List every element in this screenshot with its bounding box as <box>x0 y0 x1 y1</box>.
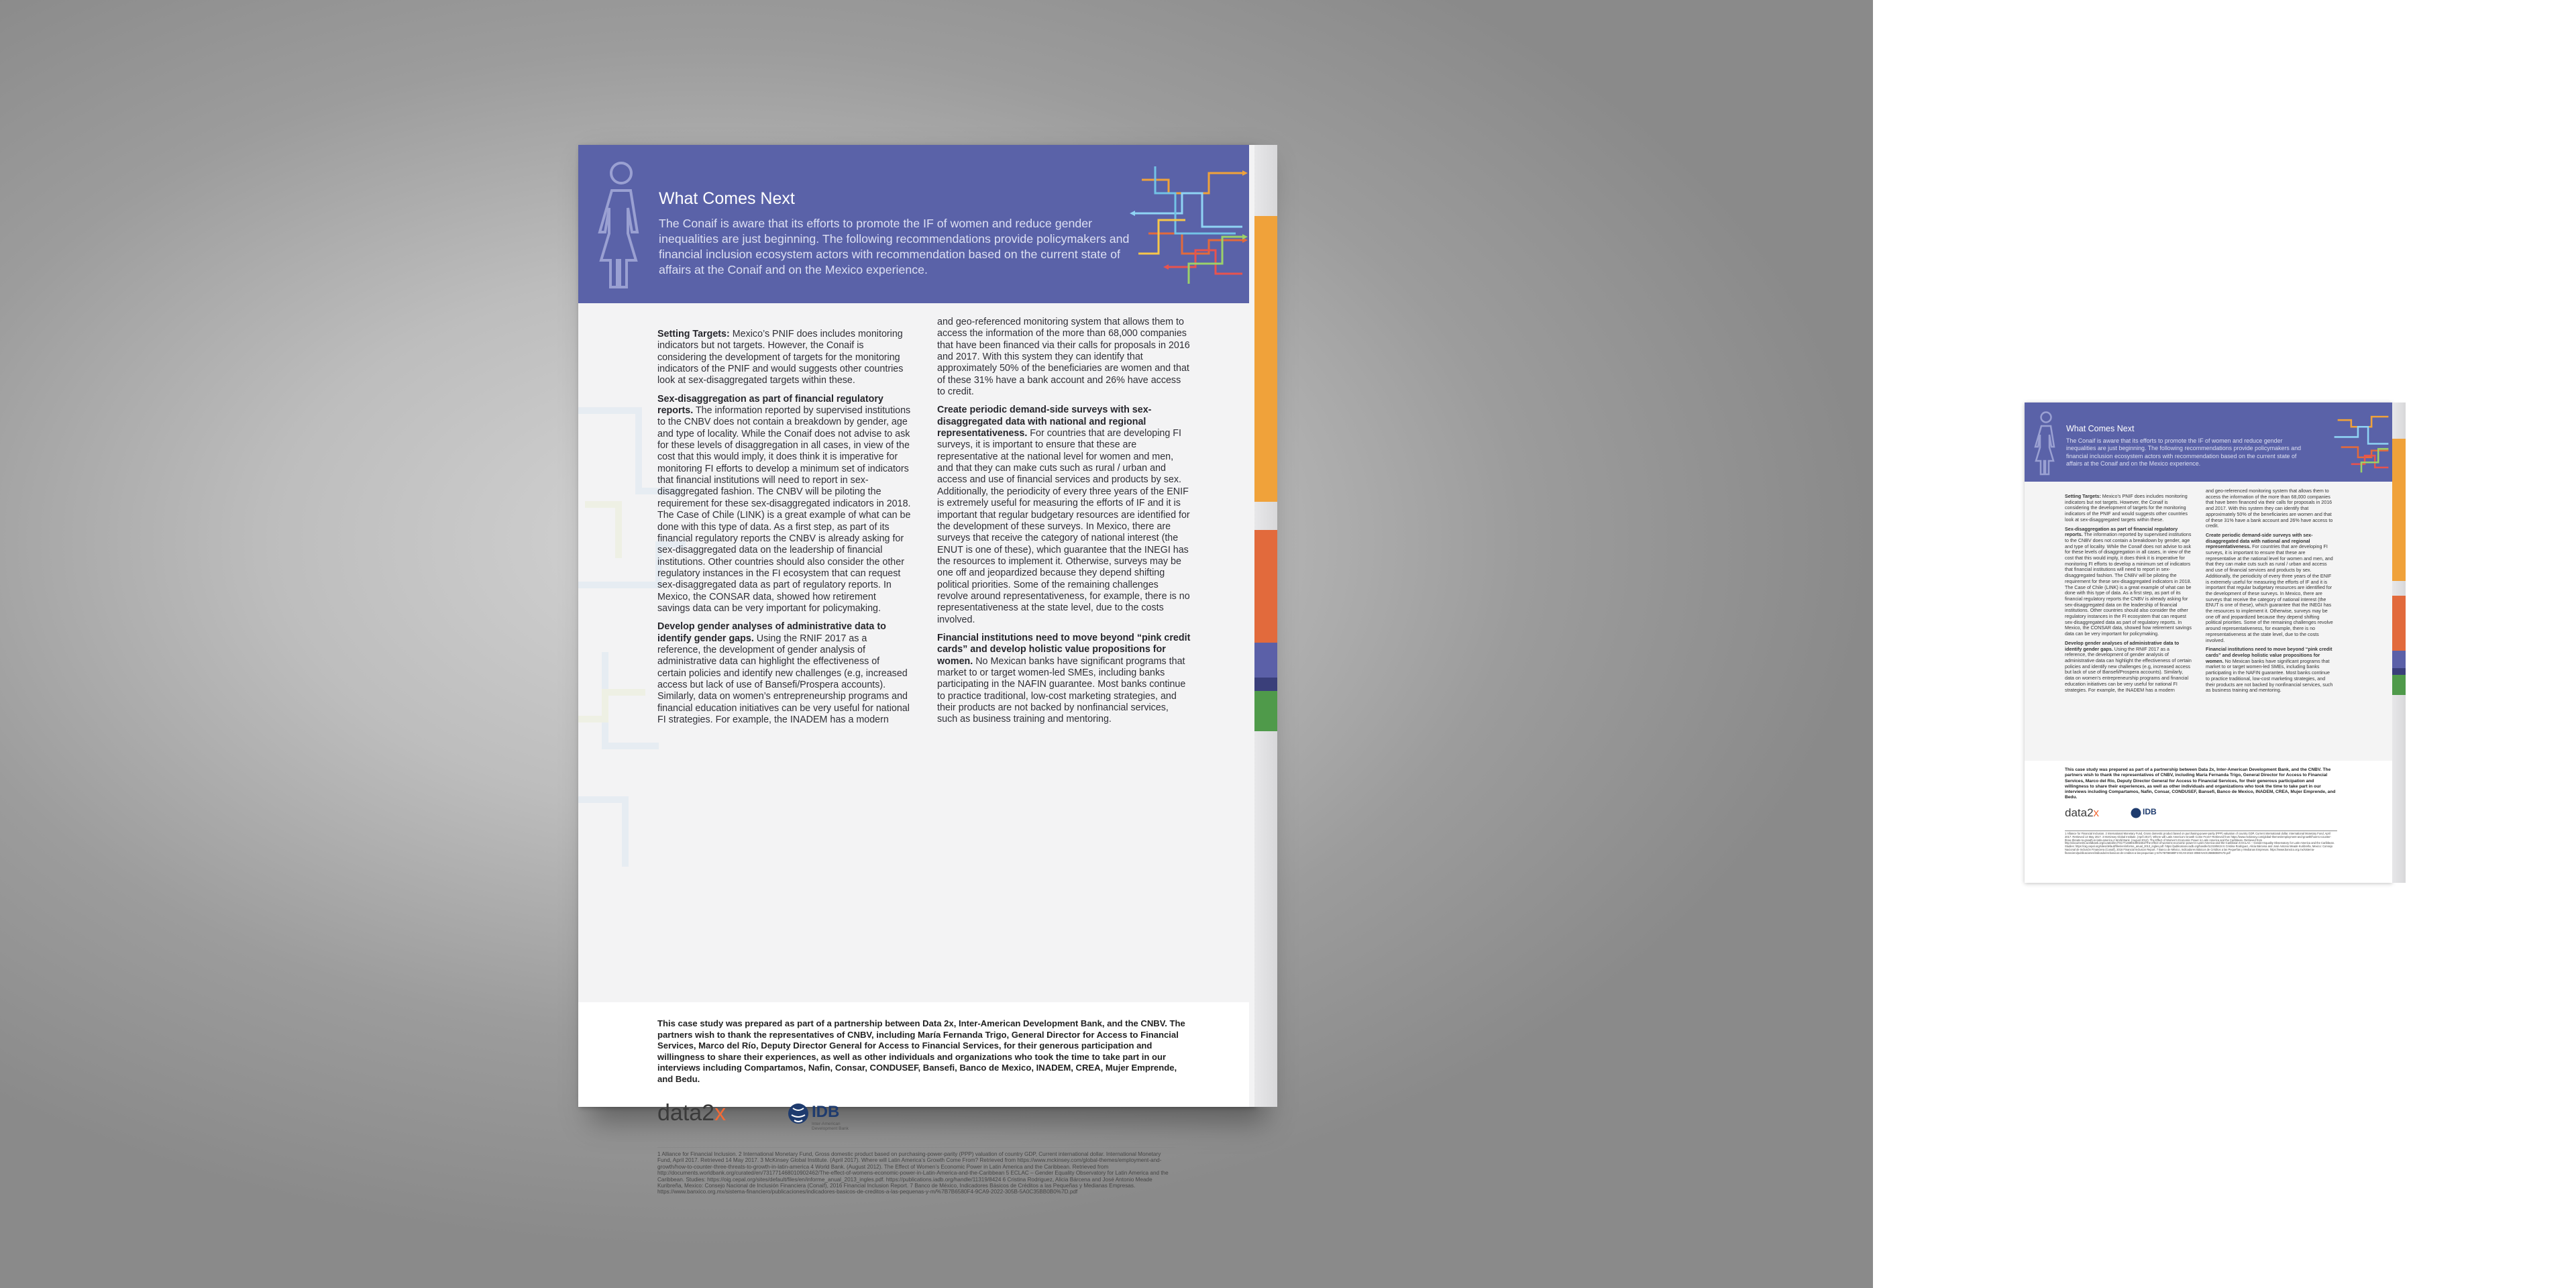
text-column-left <box>657 329 911 733</box>
thumb-sheet <box>2025 402 2392 883</box>
paragraph-surveys: Create periodic demand-side surveys with sex-disaggregated data with national and regional representativeness. For countries that are developing FI surveys, it is important to ensure that these are representative at the national level for women and men, and that they can make cuts such as rural / urban and access and use of financial services and products by sex. Additionally, the periodicity of every three years of the ENIF is extremely useful for measuring the efforts of IF and it is important that regular budgetary resources are identified for the development of these surveys. In Mexico, there are surveys that receive the category of national interest (the ENUT is one of these), which guarantee that the INEGI has the resources to implement it. Otherwise, surveys may be one off and jeopardized because they depend shifting political priorities. Some of the remaining challenges revolve around representativeness, for example, there is no representativeness at the state level, due to the costs involved. <box>937 405 1190 625</box>
footnote-divider <box>657 1147 1175 1148</box>
thumb-paragraph: and geo-referenced monitoring system that allows them to access the information of the more than 68,000 companies that have been financed via their calls for proposals in 2016 and 2017. With this system they can identify that approximately 50% of the beneficiaries are women and that of these 31% have a bank account and 26% have access to credit. <box>2206 488 2333 529</box>
data2x-logo: data2x <box>657 1100 727 1126</box>
thumb-acknowledgement: This case study was prepared as part of a partnership between Data 2x, Inter-American Development Bank, and the CNBV. The partners wish to thank the representatives of CNBV, including María Fernanda Trigo, General Director for Access to Financial Services, Marco del Río, Deputy Director General for Access to Financial Services, for their generous participation and willingness to share their experiences, as well as other individuals and organizations who took the time to take part in our interviews including Compartamos, Nafin, Consar, CONDUSEF, Bansefi, Banco de Mexico, INADEM, CREA, Mujer Emprende, and Bedu. <box>2065 767 2336 800</box>
idb-globe-icon <box>788 1102 809 1128</box>
idb-logo-text: IDB <box>2143 807 2157 816</box>
thumb-tab-blue <box>2392 651 2406 668</box>
body-area <box>578 303 1249 1002</box>
thumb-footnotes: 1 Alliance for Financial Inclusion. 2 International Monetary Fund, Gross domestic product based on purchasing-power-parity (PPP) valuation of country GDP, Current international dollar. International Monetary Fund, April 2017. Retrieved 14 May 2017. 3 McKinsey Global Institute. (April 2017). Where will Latin America’s Growth Come From? Retrieved from https://www.mckinsey.com/global-themes/employment-and-growth/how-to-counter-three-threats-to-growth-in-latin-america 4 World Bank. (August 2012). The Effect of Women’s Economic Power in Latin America and the Caribbean. Retrieved from http://documents.worldbank.org/curated/en/731771468010902462/The-effect-of-womens-economic-power-in-Latin-America-and-the-Caribbean 5 ECLAC – Gender Equality Observatory for Latin America and the Caribbean. Studies: https://oig.cepal.org/sites/default/files/en/informe_anual_2013_ingles.pdf. https://publications.iadb.org/handle/11319/8424 6 Cristina Rodriguez, Alicia Bárcena and José Antonio Meade Kuribreña, Mexico: Consejo Nacional de Inclusión Financiera (Conaif), 2016 Financial Inclusion Report. 7 Banco de México, Indicadores Básicos de Créditos a las Pequeñas y Medianas Empresas. https://www.banxico.org.mx/sistema-financiero/publicaciones/indicadores-basicos-de-creditos-a-las-pequenas-y-m/%7B7B6580F4-9CA9-2022-305B-5A0C35BB0B0%7D.pdf <box>2065 832 2335 855</box>
idb-logo <box>2131 807 2157 824</box>
data2x-logo: data2x <box>2065 806 2100 819</box>
thumb-paragraph: Sex-disaggregation as part of financial regulatory reports. The information reported by supervised institutions to the CNBV does not contain a breakdown by gender, age and type of locality. While the Conaif does not advise to ask for these levels of disaggregation in all cases, in view of the cost that this would imply, it does think it is imperative for monitoring FI efforts to develop a minimum set of indicators that financial institutions will need to report in sex-disaggregated fashion. The CNBV will be piloting the requirement for these sex-disaggregated indicators in 2018. The Case of Chile (LINK) is a great example of what can be done with this type of data. As a first step, as part of its financial regulatory reports the CNBV is already asking for sex-disaggregated data on the leadership of financial institutions. Other countries should also consider the other regulatory instances in the FI ecosystem that can request sex-disaggregated data as part of regulatory reports. In Mexico, the CONSAR data, showed how retirement savings data can be very important for policymaking. <box>2065 526 2192 637</box>
thumbnail-page[interactable] <box>2025 402 2392 883</box>
person-outline-icon <box>597 160 645 291</box>
color-tab-orange-2 <box>1254 360 1277 502</box>
person-outline-icon <box>2034 411 2058 476</box>
thumb-column-right <box>2206 488 2333 697</box>
intro-text: The Conaif is aware that its efforts to promote the IF of women and reduce gender inequalities are just beginning. The following recommendations provide policymakers and financial inclusion ecosystem actors with recommendation based on the current state of affairs at the Conaif and on the Mexico experience. <box>659 217 1130 276</box>
thumb-header <box>2025 402 2392 482</box>
thumb-title: What Comes Next <box>2066 424 2135 433</box>
idb-logo: IDB Inter-American Development Bank <box>788 1102 809 1132</box>
thumb-paragraph: Develop gender analyses of administrative data to identify gender gaps. Using the RNIF 2017 as a reference, the development of gender analysis of administrative data can highlight the effectiveness of certain policies and identify new challenges (e.g, increased access but lack of use of Bansefi/Prospera accounts). Similarly, data on women’s entrepreneurship programs and financial education initiatives can be very useful for national FI strategies. For example, the INADEM has a modern <box>2065 640 2192 693</box>
thumb-tab-green <box>2392 675 2406 695</box>
color-tab-navy <box>1254 678 1277 691</box>
paragraph-setting-targets: Setting Targets: Mexico’s PNIF does includes monitoring indicators but not targets. However, the Conaif is considering the development of targets for the monitoring indicators of the PNIF and would suggests other countries look at sex-disaggregated targets within these. <box>657 329 904 386</box>
text-column-right <box>937 317 1191 733</box>
circuit-arrows-icon <box>2330 407 2392 478</box>
circuit-arrows-icon <box>1128 153 1249 294</box>
brochure-page <box>578 145 1254 1195</box>
acknowledgement-text: This case study was prepared as part of a partnership between Data 2x, Inter-American Development Bank, and the CNBV. The partners wish to thank the representatives of CNBV, including María Fernanda Trigo, General Director for Access to Financial Services, Marco del Río, Deputy Director General for Access to Financial Services, for their generous participation and willingness to share their experiences, as well as other individuals and organizations who took the time to take part in our interviews including Compartamos, Nafin, Consar, CONDUSEF, Bansefi, Banco de Mexico, INADEM, CREA, Mujer Emprende, and Bedu. <box>657 1018 1185 1084</box>
footnotes: 1 Alliance for Financial Inclusion. 2 International Monetary Fund, Gross domestic product based on purchasing-power-parity (PPP) valuation of country GDP, Current international dollar. International Monetary Fund, April 2017. Retrieved 14 May 2017. 3 McKinsey Global Institute. (April 2017). Where will Latin America’s Growth Come From? Retrieved from https://www.mckinsey.com/global-themes/employment-and-growth/how-to-counter-three-threats-to-growth-in-latin-america 4 World Bank. (August 2012). The Effect of Women’s Economic Power in Latin America and the Caribbean. Retrieved from http://documents.worldbank.org/curated/en/731771468010902462/The-effect-of-womens-economic-power-in-Latin-America-and-the-Caribbean 5 ECLAC – Gender Equality Observatory for Latin America and the Caribbean. Studies: https://oig.cepal.org/sites/default/files/en/informe_anual_2013_ingles.pdf. https://publications.iadb.org/handle/11319/8424 6 Cristina Rodriguez, Alicia Bárcena and José Antonio Meade Kuribreña, Mexico: Consejo Nacional de Inclusión Financiera (Conaif), 2016 Financial Inclusion Report. 7 Banco de México, Indicadores Básicos de Créditos a las Pequeñas y Medianas Empresas. https://www.banxico.org.mx/sistema-financiero/publicaciones/indicadores-basicos-de-creditos-a-las-pequenas-y-m/%7B7B6580F4-9CA9-2022-305B-5A0C35BB0B0%7D.pdf <box>657 1151 1169 1195</box>
thumb-column-left <box>2065 494 2192 696</box>
color-tab-green <box>1254 691 1277 731</box>
thumb-tab-orange-1 <box>2392 439 2406 510</box>
thumb-tab-navy <box>2392 668 2406 675</box>
paragraph-continued: and geo-referenced monitoring system that allows them to access the information of the more than 68,000 companies that have been financed via their calls for proposals in 2016 and 2017. With this system they can identify that approximately 50% of the beneficiaries are women and that of these 31% have a bank account and 26% have access to credit. <box>937 317 1190 398</box>
thumb-intro: The Conaif is aware that its efforts to promote the IF of women and reduce gender inequalities are just beginning. The following recommendations provide policymakers and financial inclusion ecosystem actors with recommendation based on the current state of affairs at the Conaif and on the Mexico experience. <box>2066 437 2302 468</box>
paragraph-sex-disaggregation: Sex-disaggregation as part of financial regulatory reports. The information reported by supervised institutions to the CNBV does not contain a breakdown by gender, age and type of locality. While the Conaif does not advise to ask for these levels of disaggregation in all cases, in view of the cost that this would imply, it does think it is imperative for monitoring FI efforts to develop a minimum set of indicators that financial institutions will need to report in sex-disaggregated fashion. The CNBV will be piloting the requirement for these sex-disaggregated indicators in 2018. The Case of Chile (LINK) is a great example of what can be done with this type of data. As a first step, as part of its financial regulatory reports the CNBV is already asking for sex-disaggregated data on the leadership of financial institutions. Other countries should also consider the other regulatory instances in the FI ecosystem that can request sex-disaggregated data as part of regulatory reports. In Mexico, the CONSAR data, showed how retirement savings data can be very important for policymaking. <box>657 393 911 614</box>
thumb-paragraph: Create periodic demand-side surveys with sex-disaggregated data with national and regional representativeness. For countries that are developing FI surveys, it is important to ensure that these are representative at the national level for women and men, and that they can make cuts such as rural / urban and access and use of financial services and products by sex. Additionally, the periodicity of every three years of the ENIF is extremely useful for measuring the efforts of IF and it is important that regular budgetary resources are identified for the development of these surveys. In Mexico, there are surveys that receive the category of national interest (the ENUT is one of these), which guarantee that the INEGI has the resources to implement it. Otherwise, surveys may be one off and jeopardized because they depend shifting political priorities. Some of the remaining challenges revolve around representativeness, for example, there is no representativeness at the state level, due to the costs involved. <box>2206 532 2333 643</box>
thumb-tab-red <box>2392 596 2406 651</box>
color-tab-blue <box>1254 643 1277 678</box>
thumb-paragraph: Setting Targets: Mexico’s PNIF does includes monitoring indicators but not targets. However, the Conaif is considering the development of targets for the monitoring indicators of the PNIF and would suggests other countries look at sex-disaggregated targets within these. <box>2065 494 2188 523</box>
idb-globe-icon <box>2131 807 2141 820</box>
paragraph-gender-analyses: Develop gender analyses of administrative data to identify gender gaps. Using the RNIF 2017 as a reference, the development of gender analysis of administrative data can highlight the effectiveness of certain policies and identify new challenges (e.g, increased access but lack of use of Bansefi/Prospera accounts). Similarly, data on women’s entrepreneurship programs and financial education initiatives can be very useful for national FI strategies. For example, the INADEM has a modern <box>657 621 910 725</box>
page-sheet <box>578 145 1254 1195</box>
thumb-paragraph: Financial institutions need to move beyond “pink credit cards” and develop holistic value propositions for women. No Mexican banks have significant programs that market to or target women-led SMEs, including banks participating in the NAFIN guarantee. Most banks continue to practice traditional, low-cost marketing strategies, and their products are not backed by nonfinancial services, such as business training and mentoring. <box>2206 647 2333 694</box>
page-title: What Comes Next <box>659 189 795 208</box>
paragraph-financial-institutions: Financial institutions need to move beyond “pink credit cards” and develop holistic value propositions for women. No Mexican banks have significant programs that market to or target women-led SMEs, including banks participating in the NAFIN guarantee. Most banks continue to practice traditional, low-cost marketing strategies, and their products are not backed by nonfinancial services, such as business training and mentoring. <box>937 632 1191 725</box>
color-tab-orange-1 <box>1254 216 1277 360</box>
color-tab-red <box>1254 530 1277 643</box>
thumb-footnote-divider <box>2065 830 2337 831</box>
page-header <box>578 145 1249 303</box>
thumb-tab-orange-2 <box>2392 510 2406 581</box>
